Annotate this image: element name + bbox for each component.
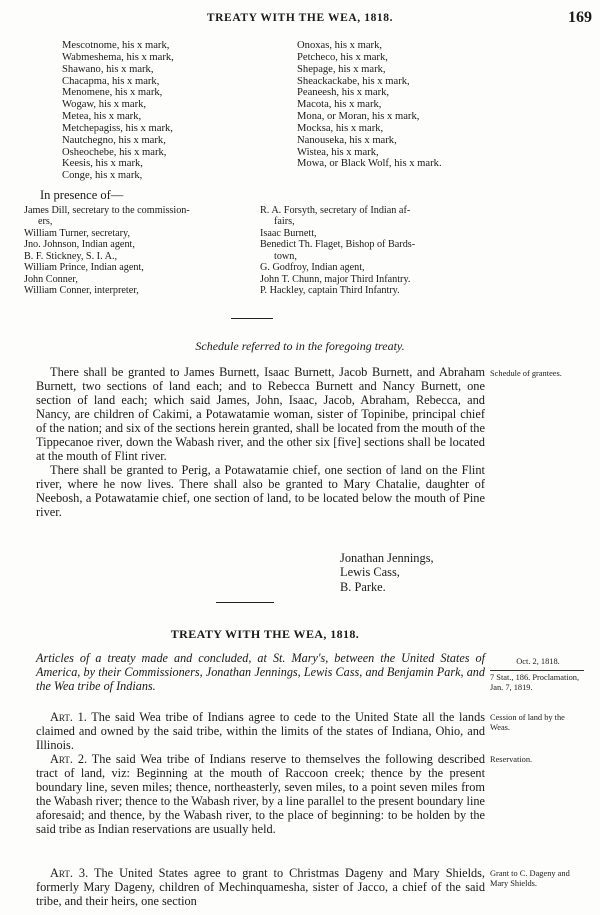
signatories-left-column (62, 40, 174, 182)
signatory-name: Metchepagiss, his x mark, (62, 122, 173, 134)
signer-name: Lewis Cass, (340, 565, 400, 580)
signatory-name: Peaneesh, his x mark, (297, 87, 390, 99)
signatory-name: Macota, his x mark, (297, 99, 382, 111)
signer-name: B. Parke. (340, 579, 386, 594)
article-2 (36, 752, 485, 836)
signatory-name: Nautchegno, his x mark, (62, 134, 166, 146)
witness-line: fairs, (274, 216, 295, 228)
signatory-name: Menomene, his x mark, (62, 87, 163, 99)
witness-line: John Conner, (24, 273, 78, 285)
signatory-name: Sheackackabe, his x mark, (297, 75, 410, 87)
margin-note-divider (490, 670, 584, 671)
signatory-name: Nanouseka, his x mark, (297, 134, 397, 146)
section-divider (216, 602, 274, 603)
signatory-name: Metea, his x mark, (62, 111, 142, 123)
margin-note-schedule: Schedule of grantees. (490, 369, 562, 378)
schedule-paragraph: There shall be granted to James Burnett, Isaac Burnett, Jacob Burnett, and Abraham Burnett, two sections of land each; and to Rebecca Burnett and Nancy Burnett, one section of land each; which said James, John, Isaac, Jacob, Abraham, Rebecca, and Nancy, are children of Cakimi, a Potawatamie woman, sister of Topinibe, principal chief of the nation; and six of the sections herein granted, shall be located from the mouth of the Tippecanoe river, down the Wabash river, and the other six [five] sections shall be located at the mouth of Flint river. (36, 365, 485, 464)
schedule-caption: Schedule referred to in the foregoing treaty. (195, 339, 405, 353)
page-number: 169 (568, 9, 592, 26)
witness-line: ers, (38, 216, 53, 228)
signatory-name: Shawano, his x mark, (62, 63, 154, 75)
witness-line: James Dill, secretary to the commission- (24, 205, 190, 216)
signatory-name: Wistea, his x mark, (297, 146, 379, 158)
signatory-name: Mescotnome, his x mark, (62, 40, 170, 51)
signatory-name: Keesis, his x mark, (62, 158, 143, 170)
signatory-name: Wogaw, his x mark, (62, 99, 147, 111)
witness-line: B. F. Stickney, S. I. A., (24, 250, 118, 262)
signatory-name: Conge, his x mark, (62, 170, 143, 182)
witness-line: William Prince, Indian agent, (24, 262, 144, 274)
article-1 (36, 710, 485, 752)
signatory-name: Mocksa, his x mark, (297, 122, 384, 134)
treaty-intro: Articles of a treaty made and concluded, at St. Mary's, between the United States of America, by their Commissioners, Jonathan Jennings, Lewis Cass, and Benjamin Park, and the Wea tribe of Indians. (36, 651, 485, 693)
witness-line: John T. Chunn, major Third Infantry. (260, 273, 411, 285)
presence-label: In presence of— (40, 188, 124, 202)
witness-line: William Turner, secretary, (24, 227, 131, 239)
article-lead: Art. 1. (50, 710, 87, 724)
witness-line: R. A. Forsyth, secretary of Indian af- (260, 205, 411, 216)
article-lead: Art. 2. (50, 752, 88, 766)
article-lead: Art. 3. (50, 866, 89, 880)
schedule-signers (340, 551, 434, 594)
running-header: TREATY WITH THE WEA, 1818. (206, 12, 394, 24)
margin-note-cession: Cession of land by the Weas. (490, 713, 565, 732)
witness-line: Benedict Th. Flaget, Bishop of Bards- (260, 239, 416, 251)
witnesses-right-column (260, 205, 415, 297)
article-text: The said Wea tribe of Indians reserve to themselves the following described tract of land, viz: Beginning at the mouth of Raccoon creek; thence by the present boundary line, seven miles; thence, northeasterly, seven miles, to a point seven miles from the Wabash river; thence to the Wabash river, by a line parallel to the present boundary line aforesaid; and thence, by the Wabash river, to the place of beginning: to be holden by the said tribe as Indian reservations are usually held. (36, 752, 485, 836)
signatories-right-column (297, 40, 442, 170)
margin-note-statute: 7 Stat., 186. Proclamation, Jan. 7, 1819. (490, 673, 580, 692)
article-text: The United States agree to grant to Christmas Dageny and Mary Shields, formerly Mary Dageny, children of Mechinquamesha, sister of Jacco, a chief of the said tribe, and their heirs, one section (36, 866, 485, 908)
schedule-paragraph: There shall be granted to Perig, a Potawatamie chief, one section of land on the Flint river, where he now lives. There shall also be granted to Mary Chatalie, daughter of Neebosh, a Potawatamie chief, one section of land, to be located below the mouth of Pine river. (36, 463, 485, 520)
signatory-name: Petcheco, his x mark, (297, 51, 388, 63)
witnesses-left-column (24, 205, 190, 297)
margin-note-date: Oct. 2, 1818. (516, 657, 560, 666)
section-divider (231, 318, 273, 319)
witness-line: William Conner, interpreter, (24, 285, 139, 297)
article-3 (36, 866, 485, 908)
signatory-name: Mowa, or Black Wolf, his x mark. (297, 158, 442, 170)
margin-note-grant: Grant to C. Dageny and Mary Shields. (490, 869, 570, 888)
signatories-block (0, 40, 600, 180)
witness-line: Isaac Burnett, (260, 227, 317, 239)
signatory-name: Onoxas, his x mark, (297, 40, 383, 51)
article-text: The said Wea tribe of Indians agree to cede to the United State all the lands claimed and owned by the said tribe, within the limits of the states of Indiana, Ohio, and Illinois. (36, 710, 486, 752)
treaty-title: TREATY WITH THE WEA, 1818. (170, 627, 360, 641)
witness-line: town, (274, 250, 297, 262)
signatory-name: Wabmeshema, his x mark, (62, 51, 174, 63)
witness-line: Jno. Johnson, Indian agent, (24, 239, 135, 251)
signatory-name: Mona, or Moran, his x mark, (297, 111, 420, 123)
schedule-text (36, 365, 485, 520)
signatory-name: Chacapma, his x mark, (62, 75, 160, 87)
witness-line: P. Hackley, captain Third Infantry. (260, 285, 400, 297)
signer-name: Jonathan Jennings, (340, 551, 434, 565)
margin-note-reservation: Reservation. (490, 755, 533, 764)
signatory-name: Osheochebe, his x mark, (62, 146, 167, 158)
signatory-name: Shepage, his x mark, (297, 63, 386, 75)
witness-line: G. Godfroy, Indian agent, (260, 262, 365, 274)
